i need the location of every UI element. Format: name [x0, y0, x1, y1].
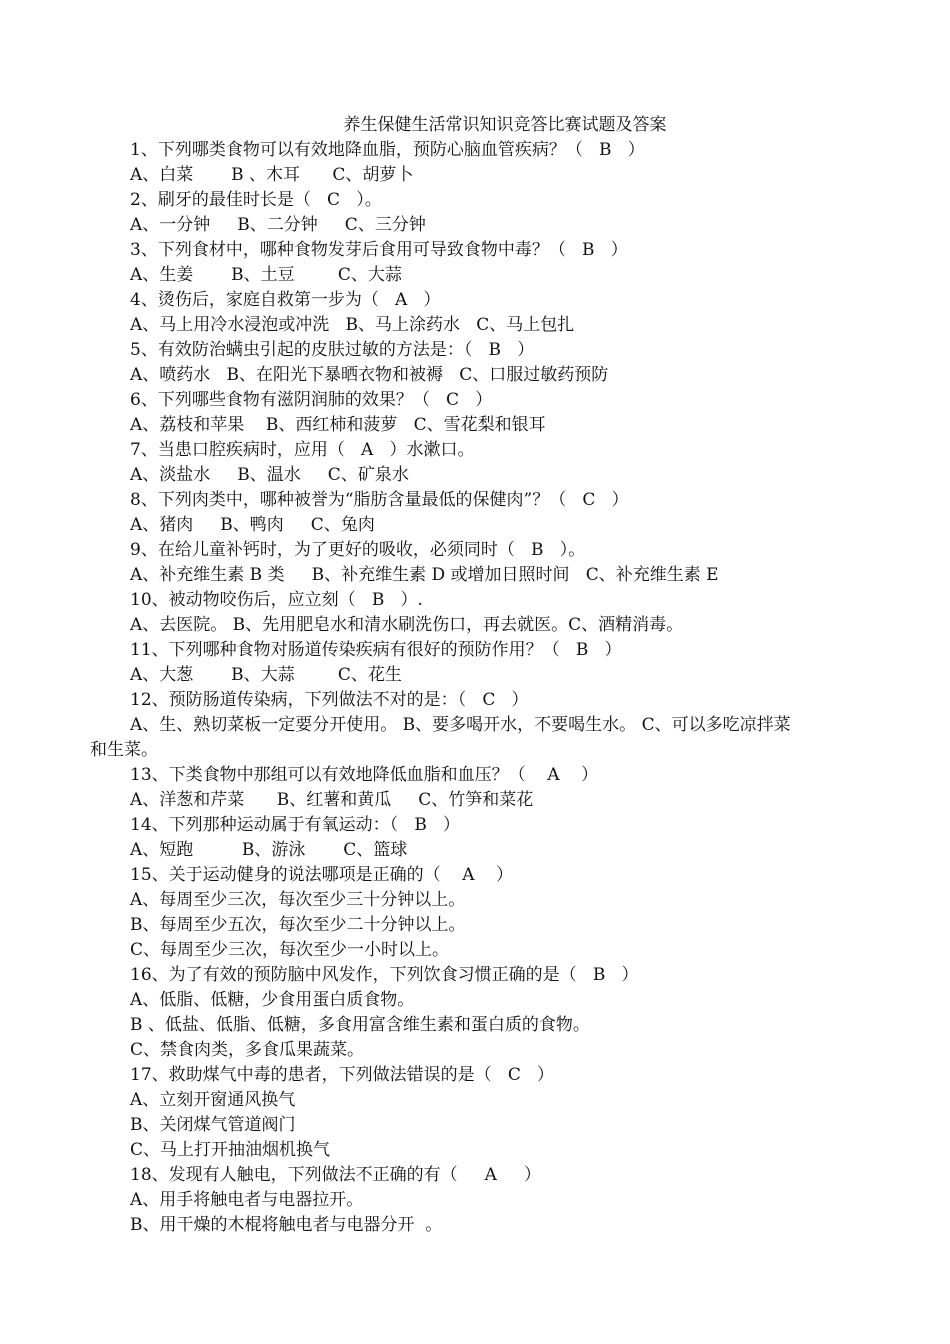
text-line: 9、在给儿童补钙时，为了更好的吸收，必须同时（ B ）。 [130, 540, 586, 560]
text-line: A、生姜 B、土豆 C、大蒜 [130, 265, 402, 285]
text-line: 15、关于运动健身的说法哪项是正确的（ A ） [130, 865, 514, 885]
text-line: B、用干燥的木棍将触电者与电器分开 。 [130, 1215, 443, 1235]
text-line: B 、低盐、低脂、低糖，多食用富含维生素和蛋白质的食物。 [130, 1015, 590, 1035]
text-line: C、马上打开抽油烟机换气 [130, 1140, 331, 1160]
document-title: 养生保健生活常识知识竞答比赛试题及答案 [343, 115, 667, 135]
text-line: A、用手将触电者与电器拉开。 [130, 1190, 364, 1210]
text-line: A、生、熟切菜板一定要分开使用。 B、要多喝开水，不要喝生水。 C、可以多吃凉拌菜 [130, 715, 791, 735]
text-line: 6、下列哪些食物有滋阴润肺的效果？（ C ） [130, 390, 493, 410]
text-line: C、禁食肉类，多食瓜果蔬菜。 [130, 1040, 365, 1060]
text-line: A、立刻开窗通风换气 [130, 1090, 296, 1110]
text-line: A、荔枝和苹果 B、西红柿和菠萝 C、雪花梨和银耳 [130, 415, 546, 435]
question-list [90, 138, 880, 1238]
text-line: 16、为了有效的预防脑中风发作，下列饮食习惯正确的是（ B ） [130, 965, 639, 985]
text-line: 14、下列那种运动属于有氧运动：（ B ） [130, 815, 461, 835]
text-line: 18、发现有人触电，下列做法不正确的有（ A ） [130, 1165, 541, 1185]
text-line: 和生菜。 [90, 740, 158, 760]
text-line: 17、救助煤气中毒的患者，下列做法错误的是（ C ） [130, 1065, 555, 1085]
text-line: 10、被动物咬伤后，应立刻（ B ）. [130, 590, 423, 610]
text-line: 8、下列肉类中，哪种被誉为“脂肪含量最低的保健肉”？（ C ） [130, 490, 629, 510]
text-line: 1、下列哪类食物可以有效地降血脂，预防心脑血管疾病？（ B ） [130, 140, 645, 160]
text-line: B、关闭煤气管道阀门 [130, 1115, 296, 1135]
text-line: A、一分钟 B、二分钟 C、三分钟 [130, 215, 426, 235]
text-line: A、淡盐水 B、温水 C、矿泉水 [130, 465, 409, 485]
text-line: 7、当患口腔疾病时，应用（ A ）水漱口。 [130, 440, 475, 460]
text-line: A、洋葱和芹菜 B、红薯和黄瓜 C、竹笋和菜花 [130, 790, 534, 810]
text-line: A、白菜 B 、木耳 C、胡萝卜 [130, 165, 414, 185]
text-line: 5、有效防治螨虫引起的皮肤过敏的方法是：（ B ） [130, 340, 535, 360]
text-line: A、猪肉 B、鸭肉 C、兔肉 [130, 515, 375, 535]
text-line: A、大葱 B、大蒜 C、花生 [130, 665, 402, 685]
text-line: A、低脂、低糖，少食用蛋白质食物。 [130, 990, 415, 1010]
text-line: 12、预防肠道传染病，下列做法不对的是：（ C ） [130, 690, 529, 710]
text-line: 4、烫伤后，家庭自救第一步为（ A ） [130, 290, 441, 310]
text-line: A、短跑 B、游泳 C、篮球 [130, 840, 408, 860]
text-line: A、喷药水 B、在阳光下暴晒衣物和被褥 C、口服过敏药预防 [130, 365, 609, 385]
text-line: 11、下列哪种食物对肠道传染疾病有很好的预防作用？（ B ） [130, 640, 622, 660]
text-line: 3、下列食材中，哪种食物发芽后食用可导致食物中毒？（ B ） [130, 240, 628, 260]
text-line: A、每周至少三次，每次至少三十分钟以上。 [130, 890, 466, 910]
text-line: 2、刷牙的最佳时长是（ C ）。 [130, 190, 382, 210]
text-line: 13、下类食物中那组可以有效地降低血脂和血压？（ A ） [130, 765, 599, 785]
text-line: A、马上用冷水浸泡或冲洗 B、马上涂药水 C、马上包扎 [130, 315, 575, 335]
text-line: C、每周至少三次，每次至少一小时以上。 [130, 940, 450, 960]
text-line: B、每周至少五次，每次至少二十分钟以上。 [130, 915, 466, 935]
text-line: A、补充维生素 B 类 B、补充维生素 D 或增加日照时间 C、补充维生素 E [130, 565, 719, 585]
text-line: A、去医院。 B、先用肥皂水和清水刷洗伤口，再去就医。C、酒精消毒。 [130, 615, 684, 635]
